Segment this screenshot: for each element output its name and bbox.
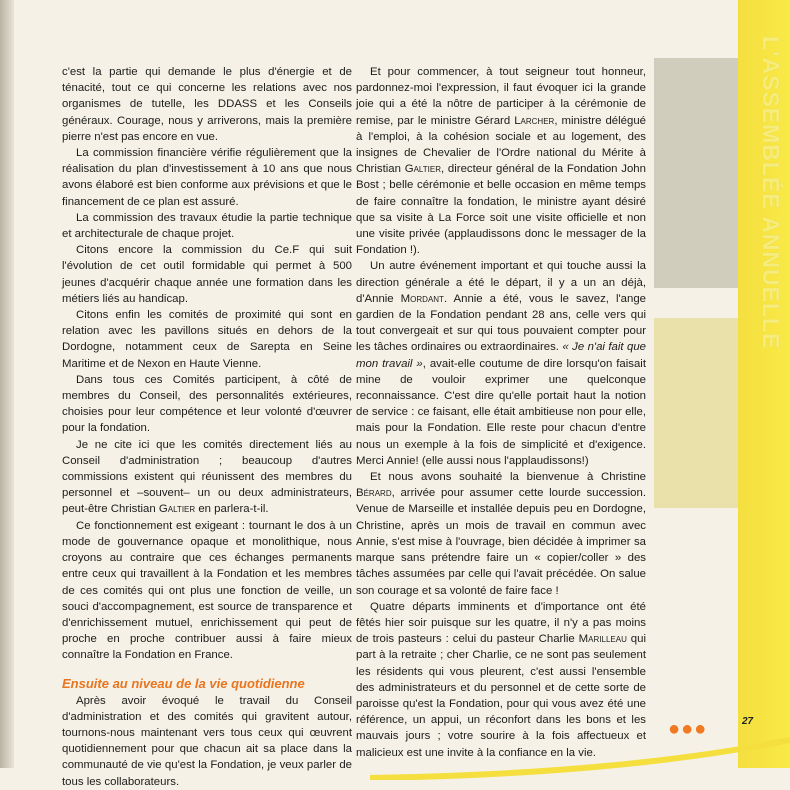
text-run: Et pour commencer, à tout seigneur tout honneur, pardonnez-moi l'expression, il faut évoquer ici la grande joie qui a été la nôtre de participer à la cérémonie de remise, par le ministre Gérard	[356, 66, 646, 127]
decorative-curve	[370, 700, 790, 780]
text-column-left	[62, 64, 352, 790]
text-run: . Annie a été, vous le savez, l'ange gardien de la Fondation pendant 28 ans, celle vers qui tout convergeait et sur qui tous pouvaient compter pour les tâches ordinaires ou extraordinaires.	[356, 292, 646, 354]
page-spine	[0, 0, 14, 768]
text-run: Je ne cite ici que les comités directement liés au Conseil d'administration ; beaucoup d'autres commissions existent qui réunissent des membres du personnel et –souvent– un ou deux administrateurs, peut-être Christian	[62, 438, 352, 516]
person-name: Mordant	[400, 292, 444, 305]
paragraph: Après avoir évoqué le travail du Conseil d'administration et des comités qui gravitent autour, tournons-nous maintenant vers tous ceux qui œuvrent quotidiennement pour que chacun ait sa place dans la communauté de vie qu'est la Fondation, je veux parler de tous les collaborateurs.	[62, 694, 352, 788]
text-run: en parlera-t-il.	[195, 503, 269, 516]
paragraph: La commission financière vérifie régulièrement que la réalisation du plan d'investissement à 10 ans que nous avons élaboré est bien conforme aux prévisions et que le financement de ce plan est assuré.	[62, 147, 352, 208]
text-run: qui part à la retraite ; cher Charlie, ce ne sont pas seulement les résidents qui vous pleurent, c'est aussi l'ensemble des administrateurs et du personnel et de cette sorte de paroisse qu'est la Fondation, pour qui vous avez été une référence, un appui, un réconfort dans les bons et les mauvais jours ; votre sourire à la fois affectueux et malicieux est une invite à la confiance en la vie.	[356, 633, 646, 759]
paragraph: Citons enfin les comités de proximité qui sont en relation avec les pavillons situés en dehors de la Dordogne, notamment ceux de Sarepta en Seine Maritime et de Nexon en Haute Vienne.	[62, 309, 352, 370]
paragraph	[356, 258, 646, 469]
paragraph	[62, 437, 352, 518]
page-number: 27	[742, 716, 754, 727]
person-name: Bérard	[356, 487, 392, 500]
text-column-right	[356, 64, 646, 761]
paragraph: Citons encore la commission du Ce.F qui suit l'évolution de cet outil formidable qui permet à 500 jeunes d'acquérir chaque année une formation dans les métiers liés au handicap.	[62, 244, 352, 305]
person-name: Larcher	[514, 114, 555, 127]
paragraph	[356, 64, 646, 258]
paragraph: c'est la partie qui demande le plus d'énergie et de ténacité, tout ce qui concerne les relations avec nos organismes de tutelle, les DDASS et les Conseils généraux. Courage, nous y arriverons, mais la première pierre n'est pas encore en vue.	[62, 66, 352, 143]
text-run: Un autre événement important et qui touche aussi la direction générale a été le départ, il y a un an déjà, d'Annie	[356, 260, 646, 305]
text-run: , avait-elle coutume de dire lorsqu'on faisait mine de vouloir exprimer une quelconque reconnaissance. C'est dire qu'elle portait haut la notion de service : ce faisant, elle était ambitieuse non pour elle, mais pour la Fondation. Elle reste pour chacun d'entre nous un exemple à la fois de simplicité et d'exigence. Merci Annie! (elle aussi nous l'applaudissons!)	[356, 357, 646, 467]
text-run: , directeur général de la Fondation John Bost ; belle cérémonie et belle occasion en même temps de faire connaître la fondation, le ministre ayant désiré que sa visite à La Force soit une visite officielle et non une visite privée (applaudissons donc le messager de la Fondation !).	[356, 163, 646, 257]
paragraph: La commission des travaux étudie la partie technique et architecturale de chaque projet.	[62, 211, 352, 241]
quote: « Je n'ai fait que mon travail »	[356, 341, 646, 370]
section-side-title: L'ASSEMBLÉE ANNUELLE	[758, 36, 784, 350]
person-name: Galtier	[404, 163, 441, 176]
text-run: , arrivée pour assumer cette lourde succession. Venue de Marseille et installée depuis peu en Dordogne, Christine, après un mois de travail en commun avec Annie, s'est mise à l'ouvrage, bien décidée à imprimer sa marque sans prétendre faire un « copier/coller » des tâches assumées par celle qui l'avait précédée. On salue son courage et sa volonté de faire face !	[356, 487, 646, 597]
section-heading: Ensuite au niveau de la vie quotidienne	[62, 675, 305, 691]
paragraph: Dans tous ces Comités participent, à côté de membres du Conseil, des personnalités extérieures, choisies pour leur compétence et leur volonté d'œuvrer pour la fondation.	[62, 373, 352, 435]
person-name: Marilleau	[578, 633, 627, 646]
three-dots-ornament: ●●●	[668, 718, 708, 740]
faded-photo-bottom	[654, 318, 738, 508]
person-name: Galtier	[158, 503, 196, 516]
faded-photo-top	[654, 58, 738, 288]
text-run: Quatre départs imminents et d'importance ont été fêtés hier soir puisque sur les quatre, il n'y a pas moins de trois pasteurs : celui du pasteur Charlie	[356, 600, 646, 646]
text-run: , ministre délégué à l'emploi, à la cohésion sociale et au logement, des insignes de Chevalier de l'Ordre national du Mérite à Christian	[356, 114, 646, 176]
paragraph: Ce fonctionnement est exigeant : tournant le dos à un mode de gouvernance opaque et monolithique, nous croyons au contraire que ces échanges permanents entre ceux qui travaillent à la Fondation et les membres de ces comités qui ont plus une fonction de veille, un souci d'accompagnement, est source de transparence et d'enrichissement mutuel, enrichissement qui peut de proche en proche contribuer aussi à faire mieux connaître la Fondation en France.	[62, 519, 352, 662]
paragraph	[356, 469, 646, 599]
text-run: Et nous avons souhaité la bienvenue à Christine	[370, 471, 646, 484]
